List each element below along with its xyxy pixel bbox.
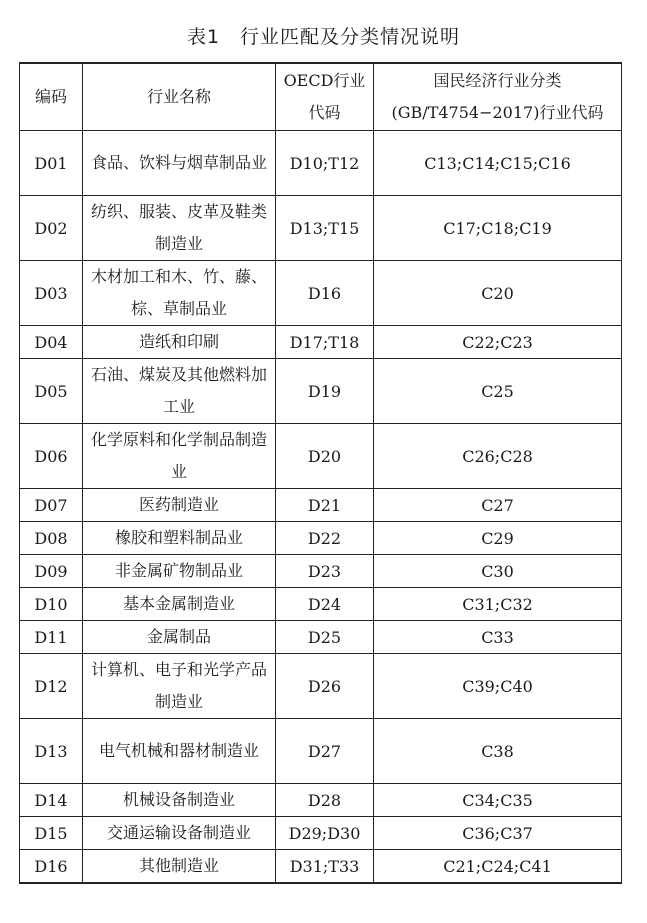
cell-gb: C38 bbox=[374, 719, 622, 784]
cell-code: D04 bbox=[20, 326, 83, 359]
cell-name: 非金属矿物制品业 bbox=[83, 555, 276, 588]
table-row bbox=[20, 326, 622, 359]
cell-name: 石油、煤炭及其他燃料加工业 bbox=[83, 359, 276, 424]
table-row bbox=[20, 654, 622, 719]
cell-name: 橡胶和塑料制品业 bbox=[83, 522, 276, 555]
industry-matching-table bbox=[19, 62, 622, 884]
cell-oecd: D10;T12 bbox=[276, 131, 374, 196]
cell-code: D16 bbox=[20, 850, 83, 884]
table-row bbox=[20, 261, 622, 326]
cell-gb: C22;C23 bbox=[374, 326, 622, 359]
cell-code: D02 bbox=[20, 196, 83, 261]
cell-code: D15 bbox=[20, 817, 83, 850]
cell-name: 纺织、服装、皮革及鞋类制造业 bbox=[83, 196, 276, 261]
cell-oecd: D22 bbox=[276, 522, 374, 555]
cell-code: D14 bbox=[20, 784, 83, 817]
cell-gb: C36;C37 bbox=[374, 817, 622, 850]
table-row bbox=[20, 489, 622, 522]
cell-name: 机械设备制造业 bbox=[83, 784, 276, 817]
cell-oecd: D16 bbox=[276, 261, 374, 326]
cell-gb: C31;C32 bbox=[374, 588, 622, 621]
cell-oecd: D20 bbox=[276, 424, 374, 489]
cell-name: 其他制造业 bbox=[83, 850, 276, 884]
cell-oecd: D26 bbox=[276, 654, 374, 719]
cell-oecd: D17;T18 bbox=[276, 326, 374, 359]
cell-gb: C26;C28 bbox=[374, 424, 622, 489]
header-gb: 国民经济行业分类(GB/T4754−2017)行业代码 bbox=[374, 63, 622, 131]
cell-code: D08 bbox=[20, 522, 83, 555]
header-code: 编码 bbox=[20, 63, 83, 131]
cell-gb: C13;C14;C15;C16 bbox=[374, 131, 622, 196]
table-row bbox=[20, 131, 622, 196]
cell-name: 金属制品 bbox=[83, 621, 276, 654]
cell-name: 食品、饮料与烟草制品业 bbox=[83, 131, 276, 196]
cell-code: D07 bbox=[20, 489, 83, 522]
cell-oecd: D25 bbox=[276, 621, 374, 654]
cell-name: 医药制造业 bbox=[83, 489, 276, 522]
cell-gb: C33 bbox=[374, 621, 622, 654]
table-row bbox=[20, 424, 622, 489]
cell-gb: C17;C18;C19 bbox=[374, 196, 622, 261]
cell-oecd: D27 bbox=[276, 719, 374, 784]
cell-name: 交通运输设备制造业 bbox=[83, 817, 276, 850]
table-row bbox=[20, 784, 622, 817]
header-oecd: OECD行业代码 bbox=[276, 63, 374, 131]
cell-gb: C34;C35 bbox=[374, 784, 622, 817]
table-row bbox=[20, 196, 622, 261]
header-name: 行业名称 bbox=[83, 63, 276, 131]
table-row bbox=[20, 850, 622, 884]
cell-oecd: D21 bbox=[276, 489, 374, 522]
cell-gb: C27 bbox=[374, 489, 622, 522]
cell-name: 木材加工和木、竹、藤、棕、草制品业 bbox=[83, 261, 276, 326]
cell-code: D11 bbox=[20, 621, 83, 654]
cell-code: D10 bbox=[20, 588, 83, 621]
table-row bbox=[20, 359, 622, 424]
cell-oecd: D28 bbox=[276, 784, 374, 817]
cell-gb: C30 bbox=[374, 555, 622, 588]
cell-code: D13 bbox=[20, 719, 83, 784]
cell-gb: C25 bbox=[374, 359, 622, 424]
cell-oecd: D23 bbox=[276, 555, 374, 588]
table-row bbox=[20, 555, 622, 588]
cell-code: D03 bbox=[20, 261, 83, 326]
cell-gb: C29 bbox=[374, 522, 622, 555]
table-title: 表1 行业匹配及分类情况说明 bbox=[186, 26, 461, 48]
cell-code: D09 bbox=[20, 555, 83, 588]
cell-oecd: D31;T33 bbox=[276, 850, 374, 884]
table-row bbox=[20, 817, 622, 850]
cell-oecd: D24 bbox=[276, 588, 374, 621]
cell-code: D01 bbox=[20, 131, 83, 196]
table-header-row bbox=[20, 63, 622, 131]
cell-name: 化学原料和化学制品制造业 bbox=[83, 424, 276, 489]
cell-gb: C39;C40 bbox=[374, 654, 622, 719]
table-row bbox=[20, 522, 622, 555]
cell-code: D12 bbox=[20, 654, 83, 719]
cell-oecd: D13;T15 bbox=[276, 196, 374, 261]
cell-gb: C20 bbox=[374, 261, 622, 326]
cell-gb: C21;C24;C41 bbox=[374, 850, 622, 884]
cell-oecd: D29;D30 bbox=[276, 817, 374, 850]
table-row bbox=[20, 621, 622, 654]
cell-name: 计算机、电子和光学产品制造业 bbox=[83, 654, 276, 719]
cell-name: 造纸和印刷 bbox=[83, 326, 276, 359]
cell-code: D05 bbox=[20, 359, 83, 424]
cell-name: 基本金属制造业 bbox=[83, 588, 276, 621]
cell-oecd: D19 bbox=[276, 359, 374, 424]
table-row bbox=[20, 719, 622, 784]
cell-code: D06 bbox=[20, 424, 83, 489]
table-row bbox=[20, 588, 622, 621]
cell-name: 电气机械和器材制造业 bbox=[83, 719, 276, 784]
